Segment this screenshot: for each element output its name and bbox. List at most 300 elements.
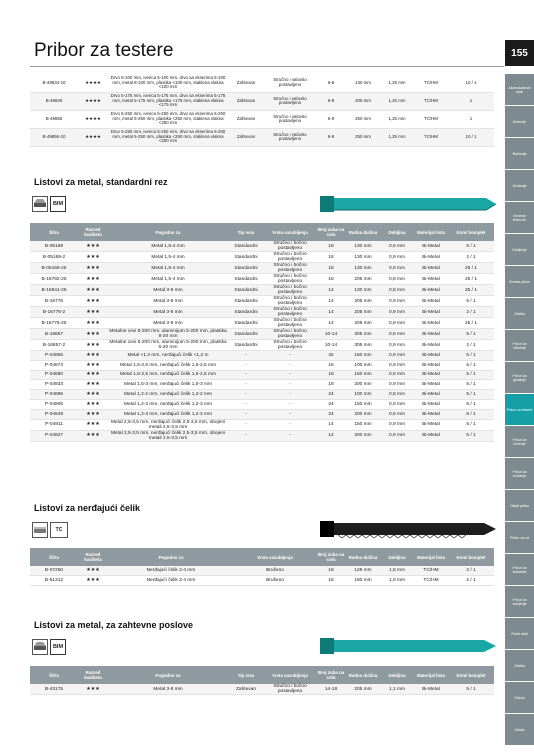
table-cell: 1,1 mm <box>380 684 414 695</box>
table-cell: P-04905 <box>30 399 78 409</box>
table-cell: 0,9 mm <box>380 329 414 340</box>
column-header: Materijal lista <box>414 548 448 566</box>
table-cell: B-05169 <box>30 241 78 252</box>
side-tab[interactable]: Pribor za glodanje <box>505 362 534 393</box>
metal-standard-table <box>30 223 494 442</box>
side-tab[interactable]: Sečenje testerom <box>505 202 534 233</box>
inox-material-icon <box>32 522 48 538</box>
table-cell: - <box>228 360 264 370</box>
table-cell: 305 mm <box>346 329 380 340</box>
table-row <box>30 351 494 361</box>
table-cell: 6-8 <box>316 110 346 128</box>
table-cell: Stručno i bočno postavljeno <box>264 285 316 296</box>
table-cell: 100 mm <box>346 390 380 400</box>
column-header: Pogodno za <box>108 223 228 241</box>
table-cell: P-04949 <box>30 409 78 419</box>
table-cell: TC/HM <box>414 566 448 576</box>
table-cell: Standardni <box>228 296 264 307</box>
table-row <box>30 380 494 390</box>
table-cell: Drvo 5-100 mm, iverica 5-100 mm, drvo sa ekserima 5-100 mm, metal 8-100 mm, plastika <100 mm, staklena vlakna <100 mm <box>108 74 228 92</box>
table-cell: P-04933 <box>30 380 78 390</box>
table-cell: ★★★ <box>78 296 108 307</box>
table-cell: 150 mm <box>346 399 380 409</box>
column-header: Šifra <box>30 223 78 241</box>
table-cell: Metal <1,2 mm, nerđajući čelik <1,2 m <box>108 351 228 361</box>
table-cell: B-05169-2 <box>30 252 78 263</box>
column-header: Broj zuba na colu <box>316 666 346 684</box>
table-cell: 18 <box>316 566 346 576</box>
table-cell: Metal 1,2-3 mm, nerđajući čelik 1,2-3 mm <box>108 409 228 419</box>
table-cell: Standardni <box>228 329 264 340</box>
table-cell: 5 / 1 <box>448 430 494 441</box>
table-cell: Stručno i valovito postavljeno <box>264 74 316 92</box>
side-tab[interactable]: Pribor za čišćenje <box>505 330 534 361</box>
table-cell: - <box>228 380 264 390</box>
table-cell: 205 mm <box>346 92 380 110</box>
table-cell: 0,9 mm <box>380 296 414 307</box>
table-cell: 1,9 mm <box>380 576 414 586</box>
table-row <box>30 566 494 576</box>
table-cell: 130 mm <box>346 252 380 263</box>
table-cell: 5 / 1 <box>448 390 494 400</box>
table-cell: - <box>264 409 316 419</box>
table-cell: Bi-Metal <box>414 390 448 400</box>
table-cell: ★★★ <box>78 684 108 695</box>
table-cell: Metalne cevi 5-200 mm, aluminijum 5-200 mm, plastika 5-20 mm <box>109 340 227 350</box>
table-row <box>30 370 494 380</box>
table-cell: Bi-Metal <box>414 263 448 274</box>
blade-image-metal-standard <box>318 192 498 214</box>
side-tab[interactable]: Akumulatorski alati <box>505 74 534 105</box>
table-cell: Bi-Metal <box>414 409 448 419</box>
table-cell: 6-8 <box>316 74 346 92</box>
table-cell: Metal 3-8 mm <box>108 307 228 318</box>
table-cell: Metal 2,5-3,5 mm, nerđajući čelik 2,5-3,5 mm, obojeni metali 2,5-3,5 mm <box>108 430 228 441</box>
table-cell: 14-18 <box>316 684 346 695</box>
column-header: Debljina <box>380 223 414 241</box>
table-cell: 5 / 1 <box>448 329 494 340</box>
table-cell: P-04911 <box>30 419 78 430</box>
table-cell: 5 / 1 <box>448 380 494 390</box>
bim-badge: BIM <box>50 196 66 212</box>
table-cell: - <box>264 390 316 400</box>
table-cell: Bi-Metal <box>414 285 448 296</box>
table-cell: B-49856-10 <box>30 128 78 146</box>
table-cell: Bi-Metal <box>414 318 448 329</box>
table-cell: ★★★ <box>78 329 108 340</box>
table-cell: 5 / 1 <box>448 351 494 361</box>
table-cell: TC/HM <box>414 74 448 92</box>
table-cell: 2 / 1 <box>448 576 494 586</box>
table-cell: - <box>228 430 264 441</box>
column-header: Radna dužina <box>346 548 380 566</box>
column-header: Razred kvaliteta <box>78 223 108 241</box>
table-cell: 14 <box>316 430 346 441</box>
tc-badge <box>50 522 68 538</box>
table-cell: 32 <box>316 351 346 361</box>
table-cell: ★★★ <box>78 566 108 576</box>
table-cell: Bi-Metal <box>414 684 448 695</box>
side-tab[interactable]: Dubljenje <box>505 234 534 265</box>
table-cell: TC/HM <box>414 128 448 146</box>
bim-badge-2: BIM <box>50 639 66 655</box>
column-header: Radna dužina <box>346 223 380 241</box>
table-cell: Bi-Metal <box>414 274 448 285</box>
table-cell: Brušeno <box>234 576 316 586</box>
table-cell: ★★★★ <box>78 92 108 110</box>
table-cell: Stručno i bočno postavljeno <box>264 252 316 263</box>
table-cell: 205 mm <box>346 274 380 285</box>
column-header: Razred kvaliteta <box>78 548 108 566</box>
table-cell: - <box>264 370 316 380</box>
table-cell: Nerđajući čelik 2-4 mm <box>108 576 234 586</box>
table-cell: 18 <box>316 241 346 252</box>
table-cell: Drvo 5-175 mm, iverica 5-175 mm, drvo sa ekserima 5-175 mm, metal 5-175 mm, plastika <175 mm, staklena vlakna <175 mm <box>108 92 228 110</box>
table-cell: 205 mm <box>346 318 380 329</box>
table-cell: Stručno i valovito postavljeno <box>264 92 316 110</box>
table-cell: Stručno i bočno postavljeno <box>264 329 316 340</box>
table-cell: 10 / 1 <box>448 74 494 92</box>
table-cell: Metal 1,5-4 mm <box>108 252 228 263</box>
table-cell: 18 <box>316 252 346 263</box>
table-cell: Bi-Metal <box>414 360 448 370</box>
side-tab[interactable]: Pribor za bušenje <box>505 426 534 457</box>
column-header: Debljina <box>380 666 414 684</box>
table-cell: Bi-Metal <box>414 241 448 252</box>
table-cell: 0,9 mm <box>380 285 414 296</box>
table-cell: ★★★ <box>78 252 108 263</box>
table-cell: 150 mm <box>346 351 380 361</box>
table-cell: - <box>264 399 316 409</box>
table-row <box>30 576 494 586</box>
table-cell: ★★★ <box>78 351 108 361</box>
column-header: Materijal lista <box>414 666 448 684</box>
table-cell: 14 <box>316 318 346 329</box>
table-cell: Stručno i bočno postavljeno <box>264 684 316 695</box>
table-cell: 0,9 mm <box>380 380 414 390</box>
table-cell: 0,9 mm <box>380 351 414 361</box>
table-cell: 0,9 mm <box>380 318 414 329</box>
table-row <box>30 241 494 252</box>
table-cell: 18 <box>316 380 346 390</box>
table-cell: 2 / 1 <box>448 252 494 263</box>
blade-image-metal-heavy <box>318 633 498 657</box>
table-cell: B-05169-25 <box>30 263 78 274</box>
table-cell: 5 / 1 <box>448 684 494 695</box>
table-cell: 25 / 1 <box>448 318 494 329</box>
table-cell: ★★★ <box>78 360 108 370</box>
table-cell: ★★★ <box>78 576 108 586</box>
side-tab[interactable]: Glodanje <box>505 170 534 201</box>
table-cell: - <box>264 419 316 430</box>
table-cell: Zahtevan <box>228 110 264 128</box>
column-header: Pogodno za <box>108 666 228 684</box>
table-cell: B-16776 <box>30 296 78 307</box>
table-cell: Nerđajući čelik 2-4 mm <box>108 566 234 576</box>
table-cell: 150 mm <box>346 370 380 380</box>
table-cell: 180 mm <box>346 576 380 586</box>
table-cell: ★★★ <box>78 285 108 296</box>
table-cell: Metal 1,5-3 mm, nerđajući čelik 1,5-3 mm <box>108 380 228 390</box>
table-cell: 250 mm <box>346 128 380 146</box>
table-cell: 18 <box>316 370 346 380</box>
table-cell: Bi-Metal <box>414 351 448 361</box>
table-cell: Standardni <box>228 285 264 296</box>
table-cell: Standardni <box>228 252 264 263</box>
table-cell: ★★★★ <box>78 110 108 128</box>
table-cell: Metal 3-8 mm <box>108 285 228 296</box>
table-cell: 18 <box>316 274 346 285</box>
column-header: Materijal lista <box>414 223 448 241</box>
table-cell: P-04896 <box>30 390 78 400</box>
table-cell: TC/HM <box>414 576 448 586</box>
column-header: Broj zuba na colu <box>316 548 346 566</box>
table-cell: Metal 1,5-2,5 mm, nerđajući čelik 1,5-2,5 mm <box>108 360 228 370</box>
table-cell: Stručno i bočno postavljeno <box>264 274 316 285</box>
table-cell: Bi-Metal <box>414 329 448 340</box>
column-header: Vrsta sazubljenja <box>264 223 316 241</box>
table-cell: 200 mm <box>346 430 380 441</box>
table-cell: Bi-Metal <box>414 340 448 351</box>
table-cell: - <box>228 390 264 400</box>
column-header: Debljina <box>380 548 414 566</box>
table-cell: Bi-Metal <box>414 370 448 380</box>
table-cell: Standardni <box>228 307 264 318</box>
side-tab[interactable]: Pribor za brušenje <box>505 458 534 489</box>
table-cell: ★★★ <box>78 409 108 419</box>
tc-label: TC <box>55 527 63 533</box>
table-cell: B-16857 <box>30 329 78 340</box>
table-cell: Metal 1,5-2,5 mm, nerđajući čelik 1,5-2,5 mm <box>108 370 228 380</box>
table-cell: Stručno i valovito postavljeno <box>264 110 316 128</box>
table-cell: 1,25 mm <box>380 74 414 92</box>
table-cell: ★★★ <box>78 399 108 409</box>
table-cell: - <box>264 351 316 361</box>
column-header: Razred kvaliteta <box>78 666 108 684</box>
table-cell: 0,9 mm <box>380 430 414 441</box>
table-cell: 18 <box>316 360 346 370</box>
side-tab[interactable]: Ostali pribor <box>505 490 534 521</box>
table-cell: B-16857-2 <box>30 340 78 351</box>
table-cell: 2 / 1 <box>448 307 494 318</box>
table-cell: 5 / 1 <box>448 370 494 380</box>
table-cell: 2 / 1 <box>448 566 494 576</box>
table-cell: 200 mm <box>346 409 380 419</box>
table-cell: ★★★ <box>78 340 108 351</box>
table-cell: B-49834-10 <box>30 74 78 92</box>
table-cell: 1 <box>448 92 494 110</box>
table-cell: Stručno i valovito postavljeno <box>264 128 316 146</box>
table-cell: B-16776-2 <box>30 307 78 318</box>
table-cell: - <box>264 430 316 441</box>
table-cell: 2 / 1 <box>448 340 494 351</box>
column-header: Šifra <box>30 548 78 566</box>
table-cell: Bi-Metal <box>414 296 448 307</box>
table-cell: Metalne cevi 5-200 mm, aluminijum 5-200 mm, plastika 8-20 mm <box>109 329 227 339</box>
table-row <box>30 409 494 419</box>
table-row <box>30 110 494 128</box>
table-cell: Drvo 5-250 mm, iverica 5-250 mm, drvo sa ekserima 5-250 mm, metal 5-250 mm, plastika <250 mm, staklena vlakna <250 mm <box>108 128 228 146</box>
table-cell: 0,9 mm <box>380 241 414 252</box>
table-cell: - <box>228 370 264 380</box>
side-tab[interactable]: Bušenje <box>505 106 534 137</box>
side-tab[interactable]: Odeća <box>505 682 534 713</box>
table-cell: ★★★ <box>78 419 108 430</box>
table-cell: Standardni <box>228 274 264 285</box>
table-cell: 14 <box>316 285 346 296</box>
table-cell: Zahtevan <box>228 128 264 146</box>
table-cell: Stručno i bočno postavljeno <box>264 318 316 329</box>
table-cell: Zahtevan <box>228 92 264 110</box>
table-row <box>30 285 494 296</box>
table-cell: 5 / 1 <box>448 241 494 252</box>
table-cell: Stručno i bočno postavljeno <box>264 241 316 252</box>
column-header: Kom/ komplet <box>448 666 494 684</box>
table-cell: P-04927 <box>30 430 78 441</box>
table-cell: Metal 3-8 mm <box>108 296 228 307</box>
table-cell: 205 mm <box>346 296 380 307</box>
column-header: Vrsta sazubljenja <box>264 666 316 684</box>
table-cell: ★★★ <box>78 380 108 390</box>
side-tab[interactable]: Pribor za dubljenje <box>505 586 534 617</box>
table-cell: 0,9 mm <box>380 370 414 380</box>
column-header: Tip reza <box>228 223 264 241</box>
metal-heavy-table <box>30 666 494 695</box>
table-row <box>30 399 494 409</box>
table-cell: ★★★ <box>78 241 108 252</box>
table-cell: 305 mm <box>346 340 380 351</box>
table-cell: Metal 3-8 mm <box>108 684 228 695</box>
table-cell: 5 / 1 <box>448 296 494 307</box>
table-cell: Metal 1,2-2 mm, nerđajući čelik 1,2-2 mm <box>108 390 228 400</box>
table-cell: 205 mm <box>346 684 380 695</box>
table-row <box>30 340 494 351</box>
table-cell: - <box>264 360 316 370</box>
table-cell: Stručno i bočno postavljeno <box>264 263 316 274</box>
table-cell: 1,9 mm <box>380 566 414 576</box>
table-cell: 129 mm <box>346 566 380 576</box>
table-cell: Brušeno <box>234 566 316 576</box>
metal-material-icon <box>32 196 48 212</box>
side-tab[interactable]: Ostalo <box>505 714 534 745</box>
table-row <box>30 430 494 441</box>
table-cell: B-07250 <box>30 566 78 576</box>
table-cell: 1 <box>448 110 494 128</box>
table-cell: Metal 1,5-4 mm <box>108 241 228 252</box>
table-cell: 100 mm <box>346 360 380 370</box>
table-cell: B-51312 <box>30 576 78 586</box>
table-cell: 0,9 mm <box>380 419 414 430</box>
table-cell: B-16841-25 <box>30 285 78 296</box>
table-row <box>30 318 494 329</box>
side-tab[interactable]: Brusne ploče <box>505 266 534 297</box>
table-cell: ★★★ <box>78 263 108 274</box>
table-row <box>30 252 494 263</box>
table-cell: 10-14 <box>316 340 346 351</box>
table-cell: B-49856 <box>30 110 78 128</box>
table-cell: 10-14 <box>316 329 346 340</box>
table-row <box>30 390 494 400</box>
table-cell: - <box>228 419 264 430</box>
table-row <box>30 419 494 430</box>
side-tab[interactable]: Zaštita <box>505 650 534 681</box>
table-cell: 6-8 <box>316 128 346 146</box>
table-row <box>30 274 494 285</box>
section-title-stainless: Listovi za nerđajući čelik <box>34 503 141 513</box>
table-cell: 150 mm <box>346 419 380 430</box>
side-tab[interactable]: Pribor za testere <box>505 394 534 425</box>
table-cell: 18 <box>316 263 346 274</box>
blade-image-stainless <box>318 516 498 540</box>
table-cell: 18 <box>316 576 346 586</box>
table-cell: B-16776-25 <box>30 318 78 329</box>
table-cell: Bi-Metal <box>414 430 448 441</box>
table-cell: 200 mm <box>346 380 380 390</box>
table-cell: 14 <box>316 296 346 307</box>
table-cell: ★★★ <box>78 390 108 400</box>
page-number: 155 <box>505 40 534 66</box>
table-cell: P-04874 <box>30 360 78 370</box>
table-cell: ★★★ <box>78 318 108 329</box>
side-tab[interactable]: Brušenje <box>505 138 534 169</box>
table-cell: Stručno i bočno postavljeno <box>264 307 316 318</box>
title-divider <box>30 66 504 67</box>
table-cell: B-43175 <box>30 684 78 695</box>
table-cell: 1,25 mm <box>380 128 414 146</box>
table-cell: - <box>228 409 264 419</box>
column-header: Tip reza <box>228 666 264 684</box>
side-tabs <box>505 74 534 746</box>
side-tab[interactable]: Ručni alati <box>505 618 534 649</box>
table-cell: 130 mm <box>346 241 380 252</box>
stainless-table <box>30 548 494 586</box>
column-header: Kom/ komplet <box>448 548 494 566</box>
table-cell: Zahtevan <box>228 74 264 92</box>
side-tab[interactable]: Pribor za vrt <box>505 522 534 553</box>
table-cell: Standardni <box>228 340 264 351</box>
table-cell: 0,9 mm <box>380 307 414 318</box>
table-cell: 0,9 mm <box>380 263 414 274</box>
table-row <box>30 296 494 307</box>
column-header: Broj zuba na colu <box>316 223 346 241</box>
table-cell: TC/HM <box>414 92 448 110</box>
table-row <box>30 263 494 274</box>
table-cell: 10 / 1 <box>448 128 494 146</box>
table-cell: 0,9 mm <box>380 274 414 285</box>
side-tab[interactable]: Zaštita <box>505 298 534 329</box>
table-cell: 6-8 <box>316 92 346 110</box>
table-row <box>30 684 494 695</box>
top-product-table <box>30 74 494 147</box>
table-cell: ★★★★ <box>78 74 108 92</box>
table-cell: Bi-Metal <box>414 252 448 263</box>
table-cell: Metal 2,5-3,5 mm, nerđajući čelik 2,5-3,5 mm, obojeni metali 2,5-3,5 mm <box>108 419 228 430</box>
table-cell: ★★★ <box>78 307 108 318</box>
table-cell: Stručno i bočno postavljeno <box>264 296 316 307</box>
table-cell: 1,25 mm <box>380 92 414 110</box>
table-cell: Stručno i bočno postavljeno <box>264 340 316 351</box>
table-row <box>30 128 494 146</box>
table-cell: B-49840 <box>30 92 78 110</box>
table-cell: Bi-Metal <box>414 419 448 430</box>
side-tab[interactable]: Pribor za stolarske <box>505 554 534 585</box>
table-cell: 0,9 mm <box>380 399 414 409</box>
table-cell: B-16782-25 <box>30 274 78 285</box>
table-cell: - <box>228 399 264 409</box>
table-cell: ★★★ <box>78 370 108 380</box>
table-cell: Bi-Metal <box>414 380 448 390</box>
table-cell: 0,9 mm <box>380 252 414 263</box>
